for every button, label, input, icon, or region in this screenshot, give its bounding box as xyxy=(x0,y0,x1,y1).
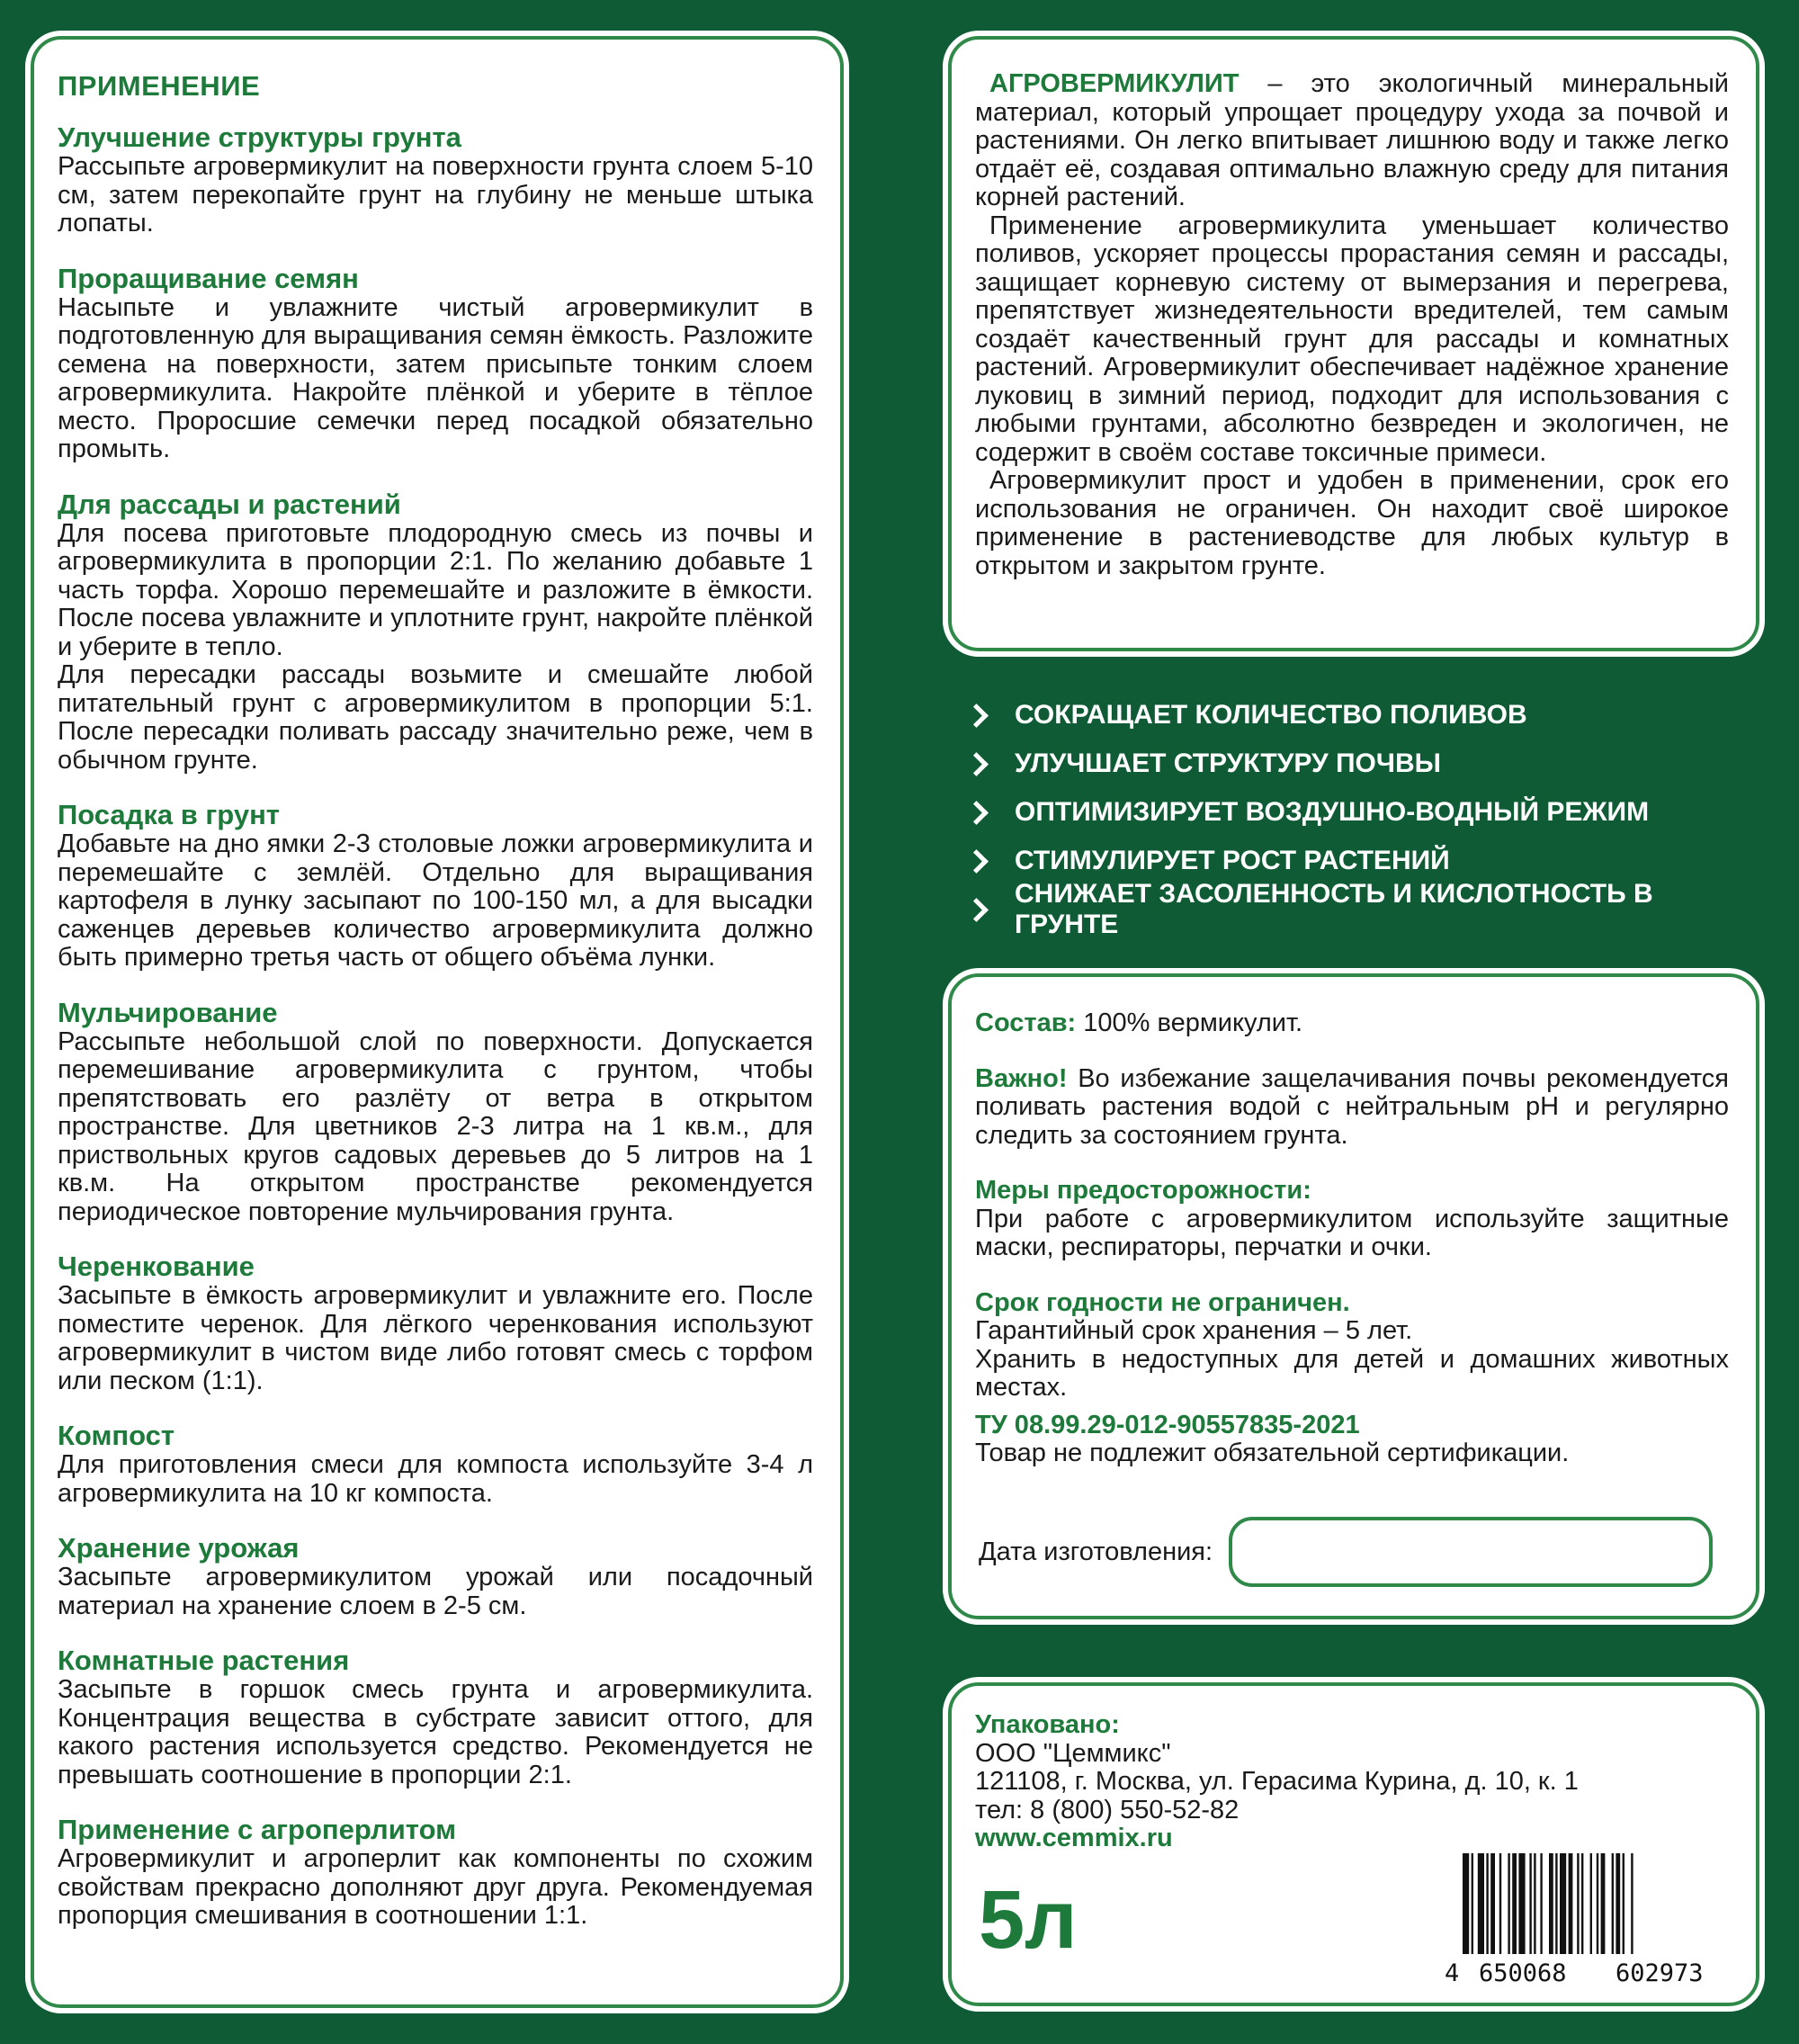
packer-company: ООО "Цеммикс" xyxy=(975,1738,1171,1768)
barcode-bar xyxy=(1540,1853,1542,1954)
section-mulching xyxy=(58,998,813,1227)
barcode-bar xyxy=(1549,1853,1553,1954)
section-harvest-storage xyxy=(58,1533,813,1620)
section-text: Рассыпьте агровермикулит на поверхности грунта слоем 5-10 см, затем перекопайте грунт на глубину не меньше штыка лопаты. xyxy=(58,152,813,238)
barcode-bar xyxy=(1616,1853,1620,1954)
manufacture-date-row xyxy=(979,1517,1713,1587)
shelf-life-heading: Срок годности не ограничен. xyxy=(975,1287,1350,1317)
certification-note: Товар не подлежит обязательной сертификации. xyxy=(975,1439,1570,1467)
important-note: Важно! Во избежание защелачивания почвы рекомендуется поливать растения водой с нейтральным pH и регулярно следить за состоянием грунта. xyxy=(975,1063,1729,1150)
barcode-bar xyxy=(1577,1853,1579,1954)
barcode-bar xyxy=(1590,1853,1592,1954)
section-heading: Проращивание семян xyxy=(58,262,359,294)
benefit-item: СТИМУЛИРУЕТ РОСТ РАСТЕНИЙ xyxy=(964,837,1756,885)
precautions-heading: Меры предосторожности: xyxy=(975,1176,1311,1205)
benefit-item: СОКРАЩАЕТ КОЛИЧЕСТВО ПОЛИВОВ xyxy=(964,691,1756,740)
barcode-bar xyxy=(1534,1853,1535,1954)
manufacture-date-field xyxy=(1229,1517,1713,1587)
benefits-list xyxy=(964,691,1756,939)
barcode-bar xyxy=(1623,1853,1624,1954)
barcode-bar xyxy=(1472,1853,1473,1954)
barcode-bar xyxy=(1463,1853,1469,1954)
info-panel xyxy=(948,973,1759,1619)
storage-text: Хранить в недоступных для детей и домашних животных местах. xyxy=(975,1344,1729,1402)
precautions-text: При работе с агровермикулитом используйте защитные маски, респираторы, перчатки и очки. xyxy=(975,1204,1729,1261)
about-panel xyxy=(948,36,1759,651)
section-heading: Для рассады и растений xyxy=(58,488,401,520)
section-heading: Хранение урожая xyxy=(58,1532,300,1564)
section-planting xyxy=(58,800,813,973)
packer-website: www.cemmix.ru xyxy=(975,1824,1173,1852)
section-germination xyxy=(58,264,813,464)
barcode-bar xyxy=(1601,1853,1606,1954)
product-name: АГРОВЕРМИКУЛИТ xyxy=(989,69,1240,98)
section-text: Агровермикулит и агроперлит как компоненты по схожим свойствам прекрасно дополняют друг друга. Рекомендуемая пропорция смешивания в соотношении 1:1. xyxy=(58,1844,813,1930)
section-text: Для посева приготовьте плодородную смесь из почвы и агровермикулита в пропорции 2:1. По желанию добавьте 1 часть торфа. Хорошо перемешайте и разложите в ёмкости. После посева увлажните и уплотните грунт, накройте плёнкой и уберите в тепло. xyxy=(58,518,813,661)
volume-label: 5л xyxy=(979,1874,1078,1966)
about-paragraph-3: Агровермикулит прост и удобен в применении, срок его использования не ограничен. Он находит своё широкое применение в растениеводстве для любых культур в открытом и закрытом грунте. xyxy=(975,466,1729,580)
section-houseplants xyxy=(58,1645,813,1789)
chevron-right-icon xyxy=(964,846,995,876)
barcode-bar xyxy=(1508,1853,1509,1954)
about-paragraph-2: Применение агровермикулита уменьшает количество поливов, ускоряет процессы прорастания семян и рассады, защищает корневую систему от вымерзания и перегрева, препятствует жизнедеятельности вредителей, тем самым создаёт качественный грунт для рассады и комнатных растений. Агровермикулит обеспечивает надёжное хранение луковиц в зимний период, подходит для использования с любыми грунтами, абсолютно безвреден и экологичен, не содержит в своём составе токсичные примеси. xyxy=(975,211,1729,467)
packer-phone: тел: 8 (800) 550-52-82 xyxy=(975,1795,1240,1824)
barcode-bar xyxy=(1490,1853,1495,1954)
benefit-item: ОПТИМИЗИРУЕТ ВОЗДУШНО-ВОДНЫЙ РЕЖИМ xyxy=(964,788,1756,837)
section-text: Добавьте на дно ямки 2-3 столовые ложки агровермикулита и перемешайте с землёй. Отдельно для выращивания картофеля в лунку засыпают по 100-150 мл, а для высадки саженцев деревьев количество агровермикулита должно быть примерно третья часть от общего объёма лунки. xyxy=(58,829,813,972)
section-seedlings xyxy=(58,489,813,775)
section-agroperlite xyxy=(58,1815,813,1931)
section-cuttings xyxy=(58,1251,813,1395)
section-text: Засыпьте в ёмкость агровермикулит и увлажните его. После поместите черенок. Для лёгкого черенкования используют агровермикулит в чистом виде либо готовят смесь с торфом или песком (1:1). xyxy=(58,1281,813,1395)
chevron-right-icon xyxy=(964,749,995,779)
barcode-bar xyxy=(1478,1853,1484,1954)
usage-title: ПРИМЕНЕНИЕ xyxy=(58,70,261,102)
section-heading: Мульчирование xyxy=(58,996,278,1028)
chevron-right-icon xyxy=(964,894,995,925)
packer-address: 121108, г. Москва, ул. Герасима Курина, д. 10, к. 1 xyxy=(975,1767,1579,1796)
barcode-bar xyxy=(1581,1853,1583,1954)
chevron-right-icon xyxy=(964,797,995,828)
section-soil-structure xyxy=(58,122,813,238)
barcode-bar xyxy=(1560,1853,1566,1954)
section-compost xyxy=(58,1421,813,1508)
tu-code: ТУ 08.99.29-012-90557835-2021 xyxy=(975,1410,1360,1439)
section-heading: Применение с агроперлитом xyxy=(58,1814,457,1845)
barcode-bar xyxy=(1499,1853,1501,1954)
section-text: Рассыпьте небольшой слой по поверхности. Допускается перемешивание агровермикулита с грунтом, чтобы препятствовать его разлёту от ветра в открытом пространстве. Для цветников 2-3 литра на 1 кв.м., для приствольных кругов садовых деревьев до 5 литров на 1 кв.м. На открытом пространстве рекомендуется периодическое повторение мульчирования грунта. xyxy=(58,1026,813,1226)
section-text: Насыпьте и увлажните чистый агровермикулит в подготовленную для выращивания семян ёмкость. Разложите семена на поверхности, затем присыпьте тонким слоем агровермикулита. Накройте плёнкой и уберите в тёплое место. Проросшие семечки перед посадкой обязательно промыть. xyxy=(58,292,813,463)
barcode-bar xyxy=(1529,1853,1531,1954)
shelf-life-text: Гарантийный срок хранения – 5 лет. xyxy=(975,1316,1413,1345)
barcode-digits: 4 650068 602973 xyxy=(1445,1959,1704,1987)
usage-panel xyxy=(31,36,844,2008)
section-heading: Комнатные растения xyxy=(58,1645,350,1676)
section-heading: Посадка в грунт xyxy=(58,799,280,830)
section-text-2: Для пересадки рассады возьмите и смешайте любой питательный грунт с агровермикулитом в пропорции 5:1. После пересадки поливать рассаду значительно реже, чем в обычном грунте. xyxy=(58,660,813,775)
about-paragraph-1: АГРОВЕРМИКУЛИТ – это экологичный минеральный материал, который упрощает процедуру ухода за почвой и растениями. Он легко впитывает лишнюю воду и также легко отдаёт её, создавая оптимально влажную среду для питания корней растений. xyxy=(975,69,1729,211)
barcode-bar xyxy=(1631,1853,1633,1954)
section-text: Для приготовления смеси для компоста используйте 3-4 л агровермикулита на 10 кг компоста. xyxy=(58,1450,813,1508)
barcode-bar xyxy=(1518,1853,1525,1954)
barcode-bar xyxy=(1569,1853,1573,1954)
packer-panel xyxy=(948,1682,1759,2006)
manufacture-date-label: Дата изготовления: xyxy=(979,1537,1213,1566)
composition: Состав: 100% вермикулит. xyxy=(975,1009,1303,1037)
benefit-item: СНИЖАЕТ ЗАСОЛЕННОСТЬ И КИСЛОТНОСТЬ В ГРУНТЕ xyxy=(964,885,1756,934)
section-heading: Улучшение структуры грунта xyxy=(58,121,461,153)
packer-label: Упаковано: xyxy=(975,1710,1120,1739)
section-text: Засыпьте агровермикулитом урожай или посадочный материал на хранение слоем в 2-5 см. xyxy=(58,1563,813,1620)
barcode-bar xyxy=(1555,1853,1557,1954)
barcode-bar xyxy=(1512,1853,1517,1954)
section-heading: Компост xyxy=(58,1420,175,1451)
barcode-bar xyxy=(1612,1853,1614,1954)
barcode-bar xyxy=(1597,1853,1598,1954)
benefit-item: УЛУЧШАЕТ СТРУКТУРУ ПОЧВЫ xyxy=(964,740,1756,788)
chevron-right-icon xyxy=(964,700,995,731)
section-heading: Черенкование xyxy=(58,1251,255,1282)
section-text: Засыпьте в горшок смесь грунта и агровермикулита. Концентрация вещества в субстрате зависит оттого, для какого растения используется средство. Рекомендуется не превышать соотношение в пропорции 2:1. xyxy=(58,1675,813,1789)
barcode-bar xyxy=(1486,1853,1488,1954)
